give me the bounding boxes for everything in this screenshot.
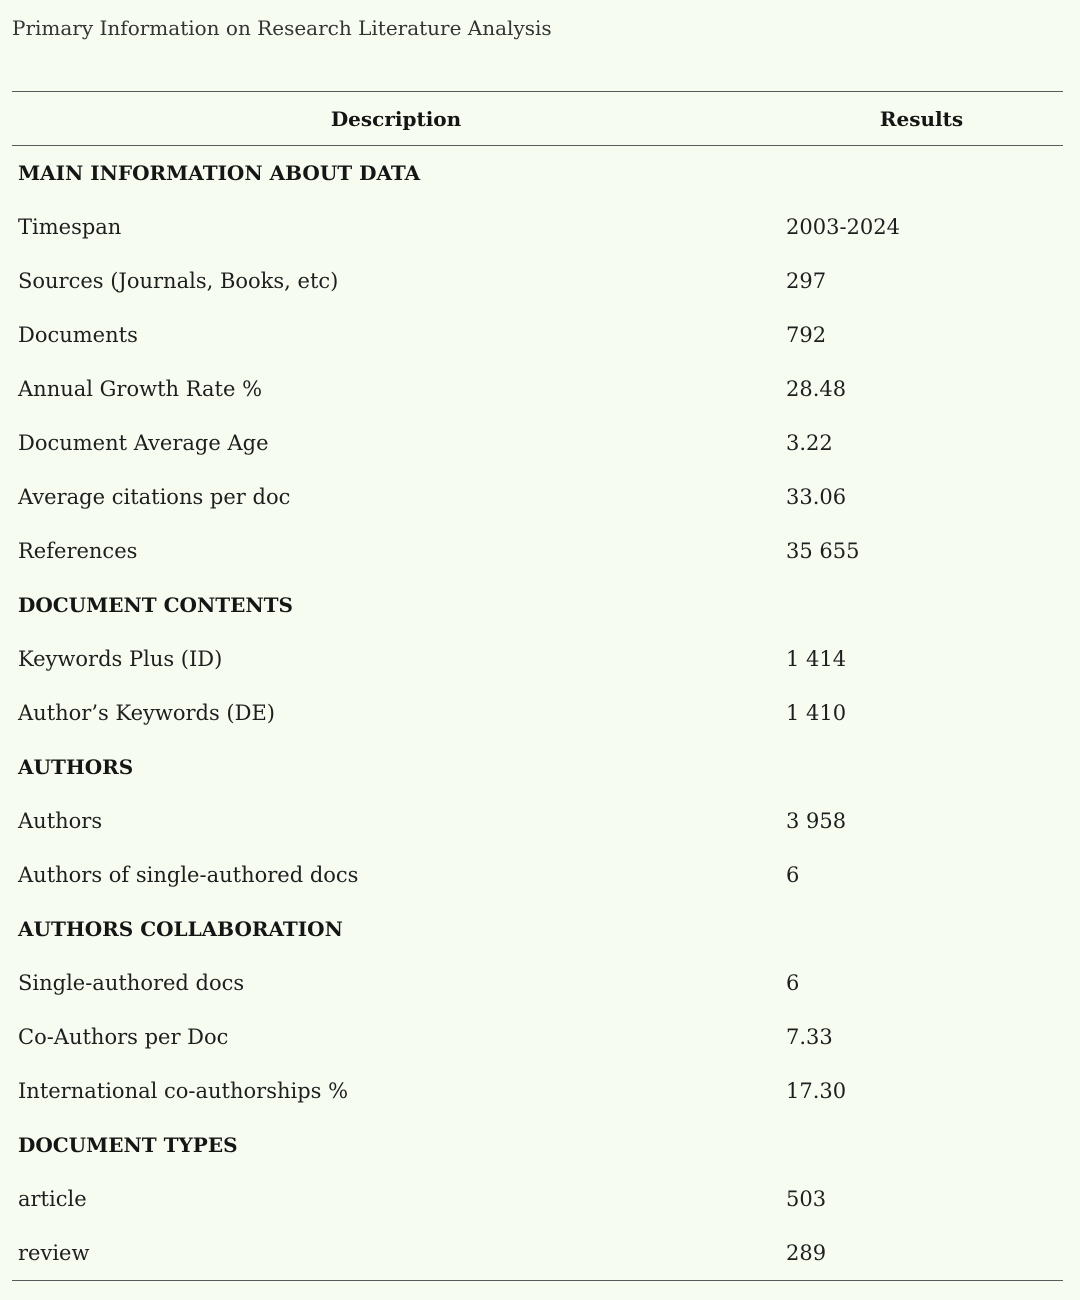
row-description: review (18, 1241, 90, 1265)
row-description: Author’s Keywords (DE) (18, 701, 275, 725)
table-row (12, 848, 1063, 902)
row-result: 3 958 (786, 809, 847, 833)
column-header-description: Description (330, 106, 462, 131)
section-heading-row (12, 578, 1063, 632)
section-heading-row (12, 740, 1063, 794)
table-row (12, 794, 1063, 848)
row-description: Keywords Plus (ID) (18, 647, 223, 671)
section-heading-row (12, 146, 1063, 201)
table-header (12, 92, 1063, 146)
row-description: Average citations per doc (18, 485, 291, 509)
table-row (12, 308, 1063, 362)
row-result: 792 (786, 323, 827, 347)
section-heading-spacer (780, 1118, 1063, 1172)
section-heading: AUTHORS (18, 755, 134, 779)
section-heading-spacer (780, 740, 1063, 794)
page-title: Primary Information on Research Literature Analysis (12, 16, 552, 40)
table-body (12, 146, 1063, 1281)
table-row (12, 416, 1063, 470)
row-description: References (18, 539, 138, 563)
table-row (12, 1064, 1063, 1118)
table-row (12, 1172, 1063, 1226)
row-result: 28.48 (786, 377, 847, 401)
row-result: 1 410 (786, 701, 847, 725)
table-row (12, 632, 1063, 686)
row-description: Single-authored docs (18, 971, 245, 995)
table-row (12, 1226, 1063, 1281)
header-row (12, 92, 1063, 146)
table-row (12, 200, 1063, 254)
table-row (12, 686, 1063, 740)
row-result: 7.33 (786, 1025, 833, 1049)
row-description: Documents (18, 323, 138, 347)
row-result: 1 414 (786, 647, 847, 671)
row-result: 289 (786, 1241, 827, 1265)
row-description: Authors (18, 809, 103, 833)
row-result: 3.22 (786, 431, 833, 455)
row-description: International co-authorships % (18, 1079, 349, 1103)
row-result: 6 (786, 971, 800, 995)
info-table (12, 91, 1063, 1281)
table-row (12, 1010, 1063, 1064)
column-header-results: Results (879, 106, 964, 131)
section-heading-spacer (780, 902, 1063, 956)
row-description: article (18, 1187, 87, 1211)
row-description: Annual Growth Rate % (18, 377, 263, 401)
section-heading-row (12, 1118, 1063, 1172)
row-result: 297 (786, 269, 827, 293)
table-row (12, 956, 1063, 1010)
row-description: Authors of single-authored docs (18, 863, 359, 887)
row-result: 503 (786, 1187, 827, 1211)
section-heading: DOCUMENT CONTENTS (18, 593, 293, 617)
row-result: 6 (786, 863, 800, 887)
row-description: Co-Authors per Doc (18, 1025, 229, 1049)
section-heading: MAIN INFORMATION ABOUT DATA (18, 161, 421, 185)
section-heading-spacer (780, 578, 1063, 632)
section-heading: DOCUMENT TYPES (18, 1133, 238, 1157)
row-result: 17.30 (786, 1079, 847, 1103)
section-heading-row (12, 902, 1063, 956)
row-result: 2003-2024 (786, 215, 900, 239)
section-heading-spacer (780, 146, 1063, 201)
row-result: 35 655 (786, 539, 860, 563)
row-description: Document Average Age (18, 431, 269, 455)
section-heading: AUTHORS COLLABORATION (18, 917, 343, 941)
row-result: 33.06 (786, 485, 847, 509)
table-row (12, 362, 1063, 416)
table-row (12, 470, 1063, 524)
table-row (12, 254, 1063, 308)
table-row (12, 524, 1063, 578)
row-description: Sources (Journals, Books, etc) (18, 269, 339, 293)
row-description: Timespan (18, 215, 122, 239)
